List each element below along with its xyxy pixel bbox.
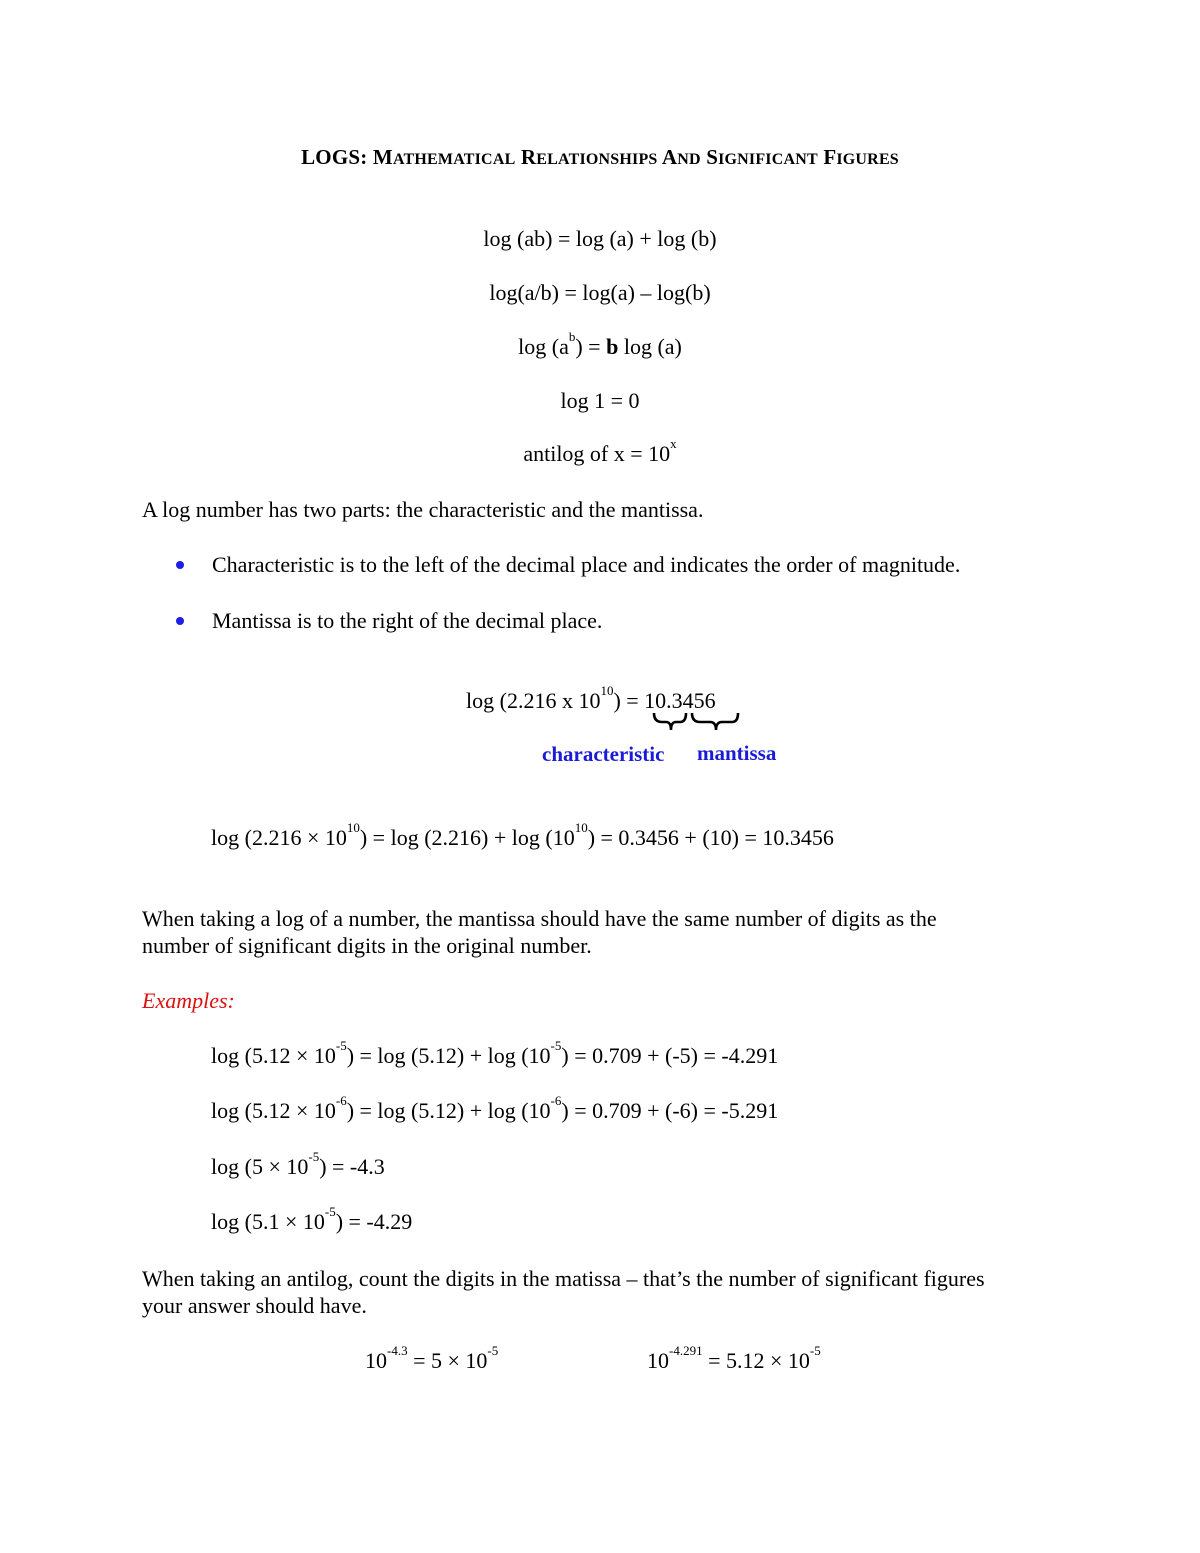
characteristic-brace-icon (654, 713, 686, 730)
example-3: $\log (5 \times 10^{-5}) = -4.3$ (211, 1149, 385, 1179)
rule-power: $\log (a^b) = b$ log (a) (518, 329, 682, 359)
rule-log-one: log 1 = 0 (560, 388, 640, 413)
bullet-icon (176, 561, 184, 569)
example-1: $\log (5.12 \times 10^{-5}) = \log (5.12) + \log (10^{-5}) = 0.709 + (-5) = -4.291$ (211, 1038, 779, 1068)
example-4: $\log (5.1 \times 10^{-5}) = -4.29$ (211, 1204, 413, 1234)
mantissa-rule-line1: When taking a log of a number, the mantissa should have the same number of digits as the (142, 906, 937, 931)
rule-product: log (ab) = log (a) + log (b) (483, 226, 717, 251)
rule-quotient: log(a/b) = log(a) – log(b) (489, 280, 711, 305)
page-title: LOGS: MATHEMATICAL RELATIONSHIPS AND SIGNIFICANT FIGURES (301, 145, 899, 169)
mantissa-brace-icon (692, 713, 738, 730)
antilog-rule-line2: your answer should have. (142, 1293, 367, 1318)
example-2: $\log (5.12 \times 10^{-6}) = \log (5.12) + \log (10^{-6}) = 0.709 + (-6) = -5.291$ (211, 1093, 779, 1123)
expansion-equation: $\log (2.216 \times 10^{10}) = \log (2.216) + \log (10^{10}) = 0.3456 + (10) = 10.3456$ (211, 820, 834, 850)
antilog-example-1: $10^{-4.3} = 5 \times 10^{-5}$ (365, 1343, 499, 1373)
label-mantissa: mantissa (697, 741, 777, 765)
examples-heading: Examples: (142, 988, 235, 1013)
diagram-equation: log (2.216 x $10^{10}) = 10.3456$ (466, 683, 716, 713)
antilog-rule-line1: When taking an antilog, count the digits in the matissa – that’s the number of significant figures (142, 1266, 985, 1291)
rule-antilog: antilog of $x = 10^x$ (523, 436, 677, 466)
label-characteristic: characteristic (542, 742, 665, 766)
bullet-mantissa: Mantissa is to the right of the decimal place. (212, 608, 603, 633)
intro-text: A log number has two parts: the characteristic and the mantissa. (142, 497, 704, 522)
bullet-icon (176, 617, 184, 625)
antilog-example-2: $10^{-4.291} = 5.12 \times 10^{-5}$ (647, 1343, 821, 1373)
mantissa-rule-line2: number of significant digits in the original number. (142, 933, 592, 958)
bullet-characteristic: Characteristic is to the left of the decimal place and indicates the order of magnitude. (212, 552, 961, 577)
brace-icons (648, 710, 748, 738)
